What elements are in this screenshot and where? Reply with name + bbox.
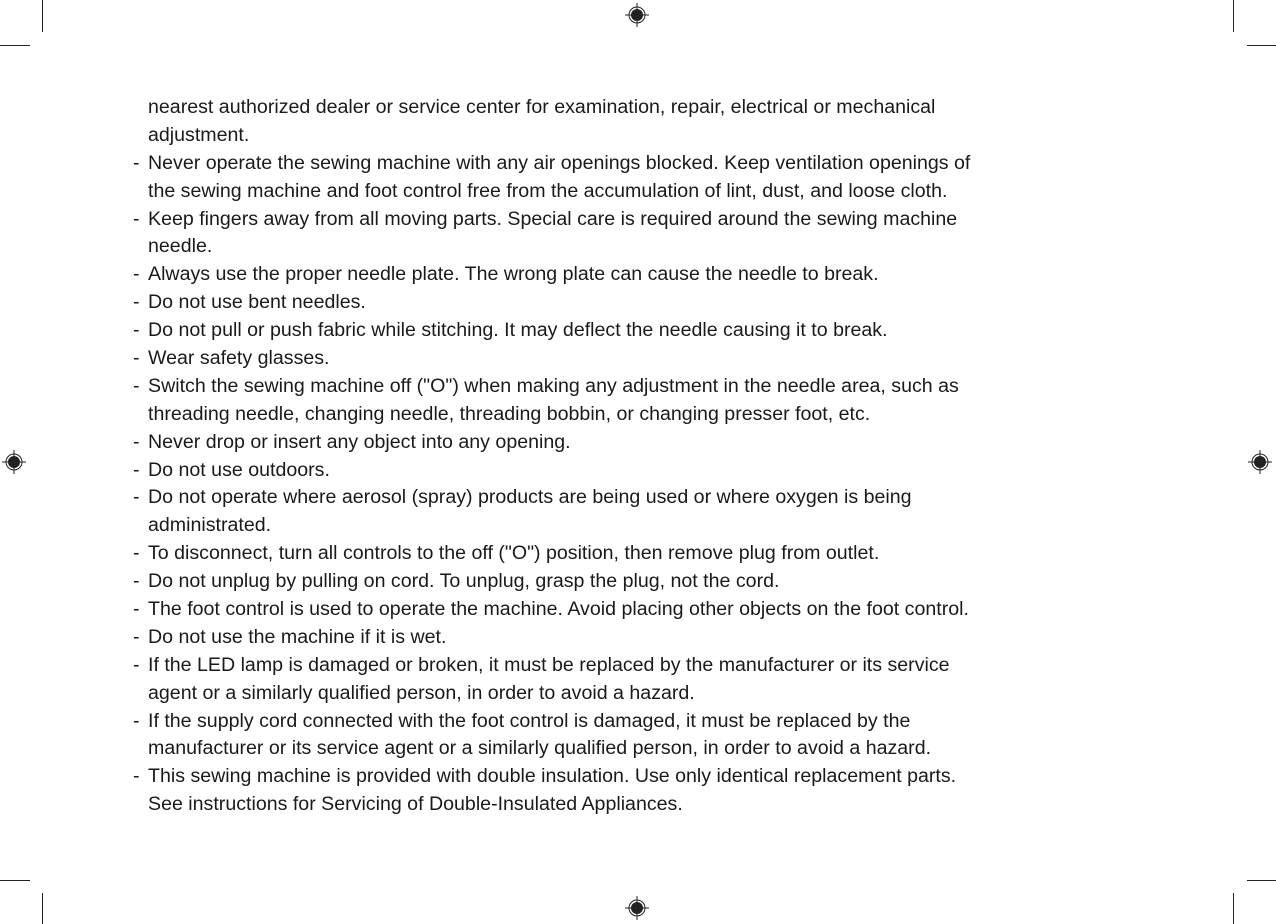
line-text: Do not unplug by pulling on cord. To unplug, grasp the plug, not the cord. (148, 570, 780, 593)
crop-mark (42, 0, 43, 32)
bullet-dash: - (133, 291, 140, 314)
crop-mark (0, 45, 30, 46)
list-item (133, 568, 1263, 596)
line-text: If the supply cord connected with the foot control is damaged, it must be replaced by the (148, 709, 911, 732)
text-line (133, 791, 1263, 819)
list-item (133, 429, 1263, 457)
line-text: Keep fingers away from all moving parts. Special care is required around the sewing machine (148, 207, 958, 230)
crop-mark (42, 893, 43, 924)
text-line (133, 457, 1263, 485)
bullet-dash: - (133, 319, 140, 342)
text-line (133, 401, 1263, 429)
bullet-dash: - (133, 207, 140, 230)
line-text: See instructions for Servicing of Double-Insulated Appliances. (148, 793, 683, 816)
bullet-dash: - (133, 430, 140, 453)
bullet-dash: - (133, 625, 140, 648)
line-text: the sewing machine and foot control free from the accumulation of lint, dust, and loose cloth. (148, 179, 948, 202)
text-line (133, 289, 1263, 317)
list-item (133, 484, 1263, 540)
bullet-dash: - (133, 263, 140, 286)
text-line (133, 763, 1263, 791)
list-item (133, 540, 1263, 568)
line-text: Do not pull or push fabric while stitching. It may deflect the needle causing it to break. (148, 319, 888, 342)
registration-mark-icon (2, 450, 26, 474)
text-line (133, 596, 1263, 624)
line-text: Wear safety glasses. (148, 347, 330, 370)
crop-mark (1233, 893, 1234, 924)
crop-mark (1247, 880, 1276, 881)
crop-mark (1247, 45, 1276, 46)
line-text: nearest authorized dealer or service center for examination, repair, electrical or mechanical (148, 96, 936, 118)
text-line (133, 206, 1263, 234)
text-line (133, 122, 1263, 150)
line-text: Always use the proper needle plate. The wrong plate can cause the needle to break. (148, 263, 879, 286)
bullet-dash: - (133, 709, 140, 732)
text-line (133, 624, 1263, 652)
list-item (133, 457, 1263, 485)
bullet-dash: - (133, 374, 140, 397)
list-item (133, 763, 1263, 819)
list-item (133, 652, 1263, 708)
line-text: Do not use the machine if it is wet. (148, 625, 447, 648)
bullet-dash: - (133, 151, 140, 174)
line-text: Do not use outdoors. (148, 458, 330, 481)
text-line (133, 735, 1263, 763)
text-line (133, 345, 1263, 373)
bullet-dash: - (133, 458, 140, 481)
list-item (133, 150, 1263, 206)
list-item (133, 206, 1263, 262)
list-item (133, 317, 1263, 345)
bullet-dash: - (133, 542, 140, 565)
list-item (133, 289, 1263, 317)
crop-mark (1233, 0, 1234, 32)
bullet-dash: - (133, 598, 140, 621)
safety-instructions-list (133, 94, 1263, 819)
list-item (133, 596, 1263, 624)
line-text: Do not operate where aerosol (spray) products are being used or where oxygen is being (148, 486, 912, 509)
text-line (133, 94, 1263, 122)
text-line (133, 261, 1263, 289)
text-line (133, 568, 1263, 596)
line-text: needle. (148, 235, 213, 258)
list-item (133, 261, 1263, 289)
line-text: threading needle, changing needle, threading bobbin, or changing presser foot, etc. (148, 402, 871, 425)
bullet-dash: - (133, 486, 140, 509)
line-text: administrated. (148, 514, 272, 537)
line-text: Do not use bent needles. (148, 291, 366, 314)
bullet-dash: - (133, 570, 140, 593)
line-text: manufacturer or its service agent or a similarly qualified person, in order to avoid a hazard. (148, 737, 932, 760)
bullet-dash: - (133, 653, 140, 676)
bullet-dash: - (133, 765, 140, 788)
line-text: The foot control is used to operate the machine. Avoid placing other objects on the foot control. (148, 598, 969, 621)
bullet-dash: - (133, 347, 140, 370)
line-text: To disconnect, turn all controls to the off ("O") position, then remove plug from outlet. (148, 542, 880, 565)
line-text: agent or a similarly qualified person, in order to avoid a hazard. (148, 681, 695, 704)
text-line (133, 429, 1263, 457)
text-line (133, 373, 1263, 401)
line-text: This sewing machine is provided with double insulation. Use only identical replacement parts. (148, 765, 957, 788)
text-line (133, 178, 1263, 206)
text-line (133, 317, 1263, 345)
line-text: Never operate the sewing machine with any air openings blocked. Keep ventilation openings of (148, 151, 971, 174)
text-line (133, 150, 1263, 178)
text-line (133, 540, 1263, 568)
text-line (133, 233, 1263, 261)
text-line (133, 652, 1263, 680)
registration-mark-icon (625, 3, 649, 27)
line-text: If the LED lamp is damaged or broken, it must be replaced by the manufacturer or its service (148, 653, 950, 676)
text-line (133, 484, 1263, 512)
registration-mark-icon (625, 896, 649, 920)
list-item (133, 345, 1263, 373)
text-line (133, 512, 1263, 540)
line-text: adjustment. (148, 123, 250, 146)
line-text: Never drop or insert any object into any opening. (148, 430, 571, 453)
crop-mark (0, 880, 30, 881)
text-line (133, 708, 1263, 736)
line-text: Switch the sewing machine off ("O") when making any adjustment in the needle area, such as (148, 374, 959, 397)
list-item (133, 373, 1263, 429)
list-item (133, 708, 1263, 764)
list-item (133, 624, 1263, 652)
text-line (133, 680, 1263, 708)
